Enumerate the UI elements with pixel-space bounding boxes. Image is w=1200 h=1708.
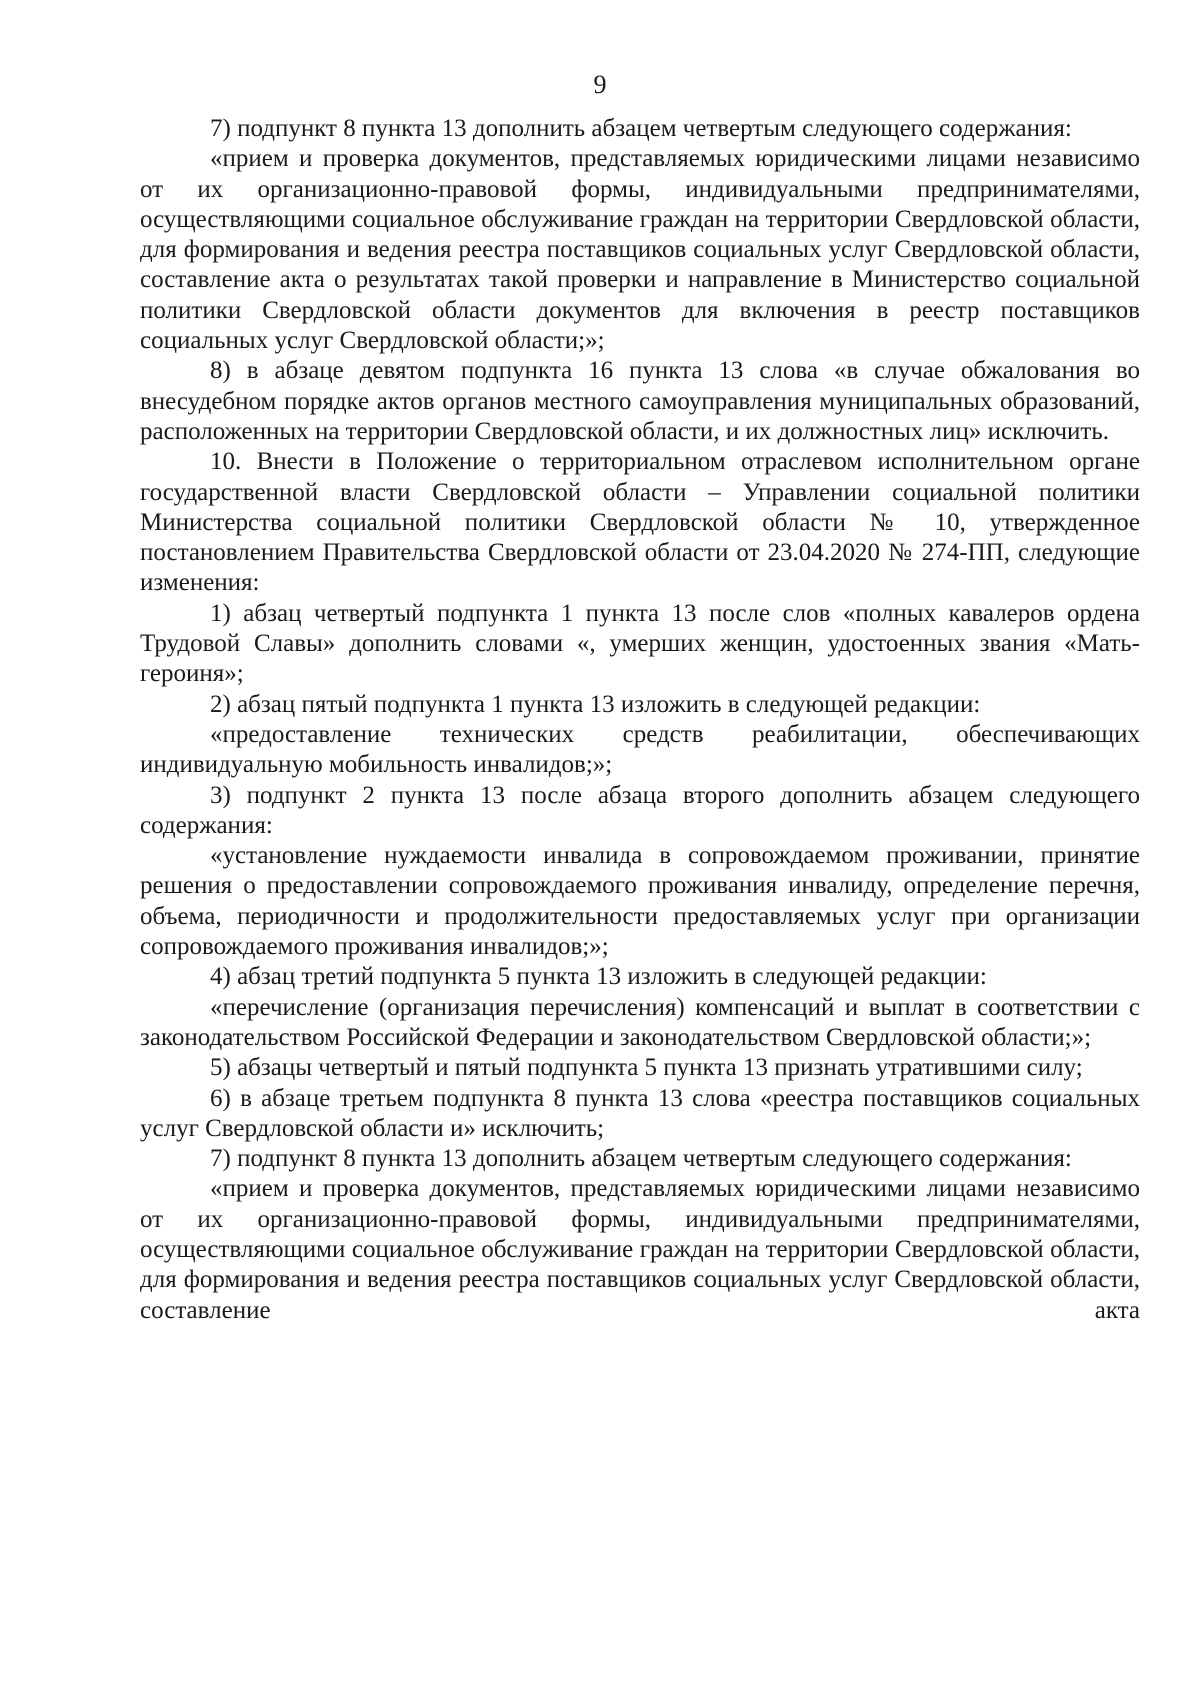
- paragraph: «прием и проверка документов, представляемых юридическими лицами независимо от их организационно-правовой формы, индивидуальными предпринимателями, осуществляющими социальное обслуживание граждан на территории Свердловской области, для формирования и ведения реестра поставщиков социальных услуг Свердловской области, составление акта о результатах такой проверки и направление в Министерство социальной политики Свердловской области документов для включения в реестр поставщиков социальных услуг Свердловской области;»;: [140, 145, 1140, 355]
- paragraph: «предоставление технических средств реабилитации, обеспечивающих индивидуальную мобильность инвалидов;»;: [140, 720, 1140, 779]
- paragraph: «прием и проверка документов, представляемых юридическими лицами независимо от их организационно-правовой формы, индивидуальными предпринимателями, осуществляющими социальное обслуживание граждан на территории Свердловской области, для формирования и ведения реестра поставщиков социальных услуг Свердловской области, составление акта: [140, 1175, 1140, 1324]
- paragraph: 3) подпункт 2 пункта 13 после абзаца второго дополнить абзацем следующего содержания:: [140, 781, 1140, 839]
- paragraph: 1) абзац четвертый подпункта 1 пункта 13 после слов «полных кавалеров ордена Трудовой Славы» дополнить словами «, умерших женщин, удостоенных звания «Мать-героиня»;: [140, 599, 1140, 688]
- paragraph: 8) в абзаце девятом подпункта 16 пункта 13 слова «в случае обжалования во внесудебном порядке актов органов местного самоуправления муниципальных образований, расположенных на территории Свердловской области, и их должностных лиц» исключить.: [140, 357, 1140, 445]
- paragraph: 5) абзацы четвертый и пятый подпункта 5 пункта 13 признать утратившими силу;: [210, 1054, 1083, 1082]
- paragraph: 7) подпункт 8 пункта 13 дополнить абзацем четвертым следующего содержания:: [210, 1145, 1072, 1173]
- paragraph: «установление нуждаемости инвалида в сопровождаемом проживании, принятие решения о предоставлении сопровождаемого проживания инвалиду, определение перечня, объема, периодичности и продолжительности предоставляемых услуг при организации сопровождаемого проживания инвалидов;»;: [140, 842, 1140, 961]
- paragraph: 2) абзац пятый подпункта 1 пункта 13 изложить в следующей редакции:: [210, 690, 981, 718]
- paragraph: «перечисление (организация перечисления) компенсаций и выплат в соответствии с законодательством Российской Федерации и законодательством Свердловской области;»;: [140, 993, 1140, 1051]
- paragraph: 4) абзац третий подпункта 5 пункта 13 изложить в следующей редакции:: [210, 963, 987, 991]
- page-number: 9: [593, 70, 607, 99]
- document-body: [140, 114, 1140, 1326]
- paragraph: 7) подпункт 8 пункта 13 дополнить абзацем четвертым следующего содержания:: [210, 115, 1072, 142]
- paragraph: 10. Внести в Положение о территориальном отраслевом исполнительном органе государственной власти Свердловской области – Управлении социальной политики Министерства социальной политики Свердловской области № 10, утвержденное постановлением Правительства Свердловской области от 23.04.2020 № 274-ПП, следующие изменения:: [140, 448, 1140, 597]
- paragraph: 6) в абзаце третьем подпункта 8 пункта 13 слова «реестра поставщиков социальных услуг Свердловской области и» исключить;: [140, 1084, 1140, 1142]
